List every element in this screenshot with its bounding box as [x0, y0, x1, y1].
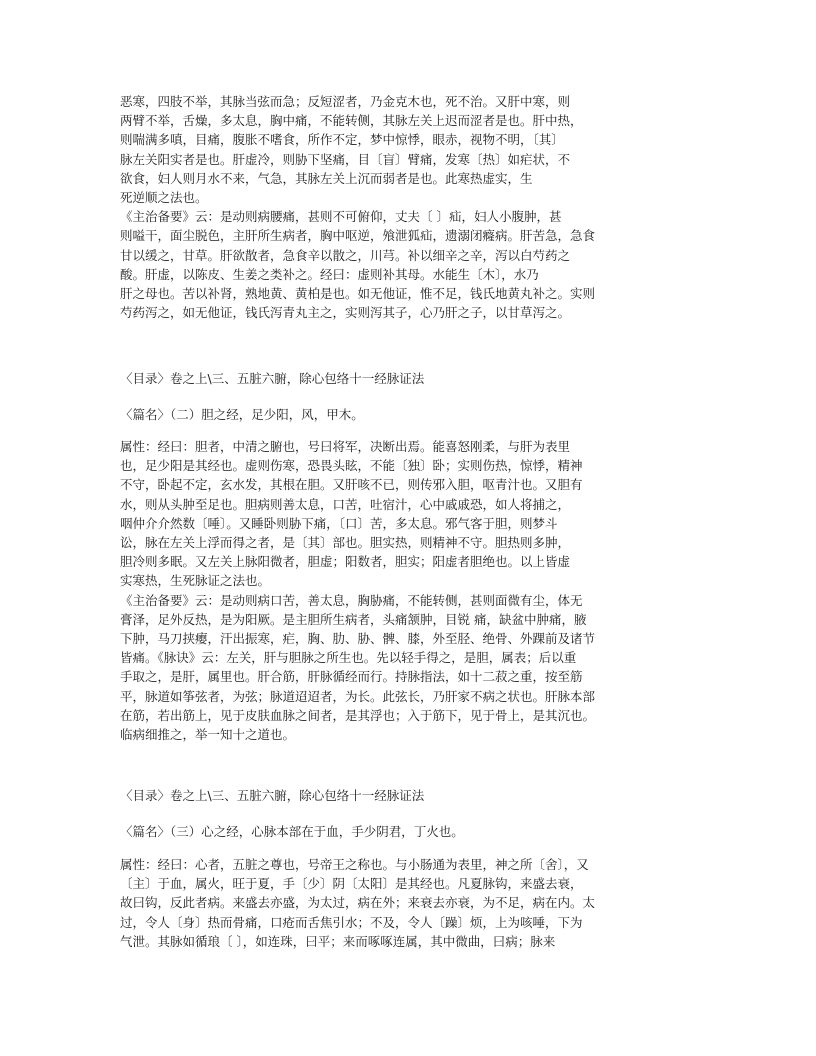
gallbladder-section-header [120, 369, 680, 424]
text-line: 手取之，是肝，属里也。肝合筋，肝脉循经而行。持脉指法，如十二菽之重，按至筋 [120, 669, 583, 685]
text-line: 讼，脉在左关上浮而得之者，是〔其〕部也。胆实热，则精神不守。胆热则多肿， [120, 535, 571, 551]
liver-section-continuation [120, 92, 680, 322]
text-line: 胆冷则多眠。又左关上脉阳微者，胆虚；阳数者，胆实；阳虚者胆绝也。以上皆虚 [120, 554, 571, 570]
text-line: 恶寒，四肢不举，其脉当弦而急；反短涩者，乃金克木也，死不治。又肝中寒，则 [120, 94, 571, 109]
text-line: 死逆顺之法也。 [120, 190, 208, 206]
text-line: 临病细推之，举一知十之道也。 [120, 727, 296, 743]
heart-section-header [120, 786, 680, 841]
text-line: 《主治备要》云：是动则病口苦，善太息，胸胁痛，不能转侧，甚则面微有尘，体无 [120, 592, 583, 608]
heart-section-body [120, 855, 680, 951]
text-line: 属性：经曰：心者，五脏之尊也，号帝王之称也。与小肠通为表里，神之所〔舍〕，又 [120, 857, 589, 872]
text-line: 甘以缓之，甘草。肝欲散者，急食辛以散之，川芎。补以细辛之辛，泻以白芍药之 [120, 247, 571, 263]
text-line: 《主治备要》云：是动则病腰痛，甚则不可俯仰，丈夫〔 〕疝，妇人小腹肿，甚 [120, 209, 562, 225]
catalog-heading: 〈目录〉卷之上\三、五脏六腑，除心包络十一经脉证法 [120, 371, 425, 386]
text-line: 芍药泻之，如无他证，钱氏泻青丸主之，实则泻其子，心乃肝之子，以甘草泻之。 [120, 305, 571, 321]
chapter-title: 〈篇名〉（三）心之经，心脉本部在于血，手少阴君，丁火也。 [120, 824, 464, 839]
text-line: 脉左关阳实者是也。肝虚冷，则胁下坚痛，目〔盲〕臂痛，发寒〔热〕如疟状，不 [120, 151, 571, 167]
text-line: 咽仲介介然数〔唾〕。又睡卧则胁下痛，〔口〕苦，多太息。邪气客于胆，则梦斗 [120, 515, 558, 531]
text-line: 〔主〕于血，属火，旺于夏，手〔少〕阴〔太阳〕是其经也。凡夏脉钩，来盛去衰， [120, 876, 583, 892]
text-line: 气泄。其脉如循琅〔 〕，如连珠，曰平；来而啄啄连属，其中微曲，曰病；脉来 [120, 933, 556, 949]
text-line: 则喘满多嗔，目痛，腹胀不嗜食，所作不定，梦中惊悸，眼赤，视物不明，〔其〕 [120, 132, 564, 148]
text-line: 水，则从头肿至足也。胆病则善太息，口苦，吐宿汁，心中戚戚恐，如人将捕之， [120, 496, 571, 512]
text-line: 属性：经曰：胆者，中清之腑也，号曰将军，决断出焉。能喜怒刚柔，与肝为表里 [120, 439, 571, 454]
text-line: 故曰钩，反此者病。来盛去亦盛，为太过，病在外；来衰去亦衰，为不足，病在内。太 [120, 895, 596, 911]
text-line: 实寒热，生死脉证之法也。 [120, 573, 271, 589]
text-line: 在筋，若出筋上，见于皮肤血脉之间者，是其浮也；入于筋下，见于骨上，是其沉也。 [120, 707, 596, 723]
text-line: 膏泽，足外反热，是为阳厥。是主胆所生病者，头痛颔肿，目锐 痛，缺盆中肿痛，腋 [120, 611, 587, 627]
text-line: 肝之母也。苦以补肾，熟地黄、黄柏是也。如无他证，惟不足，钱氏地黄丸补之。实则 [120, 286, 596, 302]
text-line: 平，脉道如筝弦者，为弦；脉道迢迢者，为长。此弦长，乃肝家不病之状也。肝脉本部 [120, 688, 596, 704]
text-line: 下肿，马刀挟瘿，汗出振寒，疟，胸、肋、胁、髀、膝，外至胫、绝骨、外踝前及诸节 [120, 631, 596, 647]
text-line: 过，令人〔身〕热而骨痛，口疮而舌焦引水；不及，令人〔躁〕烦，上为咳唾，下为 [120, 914, 583, 930]
text-line: 不守，卧起不定，玄水发，其根在胆。又肝咳不已，则传邪入胆，呕青汁也。又胆有 [120, 477, 583, 493]
text-line: 欲食，妇人则月水不来，气急，其脉左关上沉而弱者是也。此寒热虚实，生 [120, 170, 533, 186]
text-line: 酸。肝虚，以陈皮、生姜之类补之。经曰：虚则补其母。水能生〔木〕，水乃 [120, 266, 539, 282]
text-line: 皆痛。《脉诀》云：左关，肝与胆脉之所生也。先以轻手得之，是胆，属表；后以重 [120, 650, 577, 666]
text-line: 也，足少阳是其经也。虚则伤寒，恐畏头眩，不能〔独〕卧；实则伤热，惊悸，精神 [120, 458, 583, 474]
text-line: 则嗌干，面尘脱色，主肝所生病者，胸中呕逆，飧泄狐疝，遗溺闭癃病。肝苦急，急食 [120, 228, 596, 244]
catalog-heading: 〈目录〉卷之上\三、五脏六腑，除心包络十一经脉证法 [120, 788, 425, 803]
gallbladder-section-body [120, 437, 680, 744]
text-line: 两臂不举，舌燥，多太息，胸中痛，不能转侧，其脉左关上迟而涩者是也。肝中热， [120, 113, 583, 129]
chapter-title: 〈篇名〉（二）胆之经，足少阳，风，甲木。 [120, 407, 364, 422]
